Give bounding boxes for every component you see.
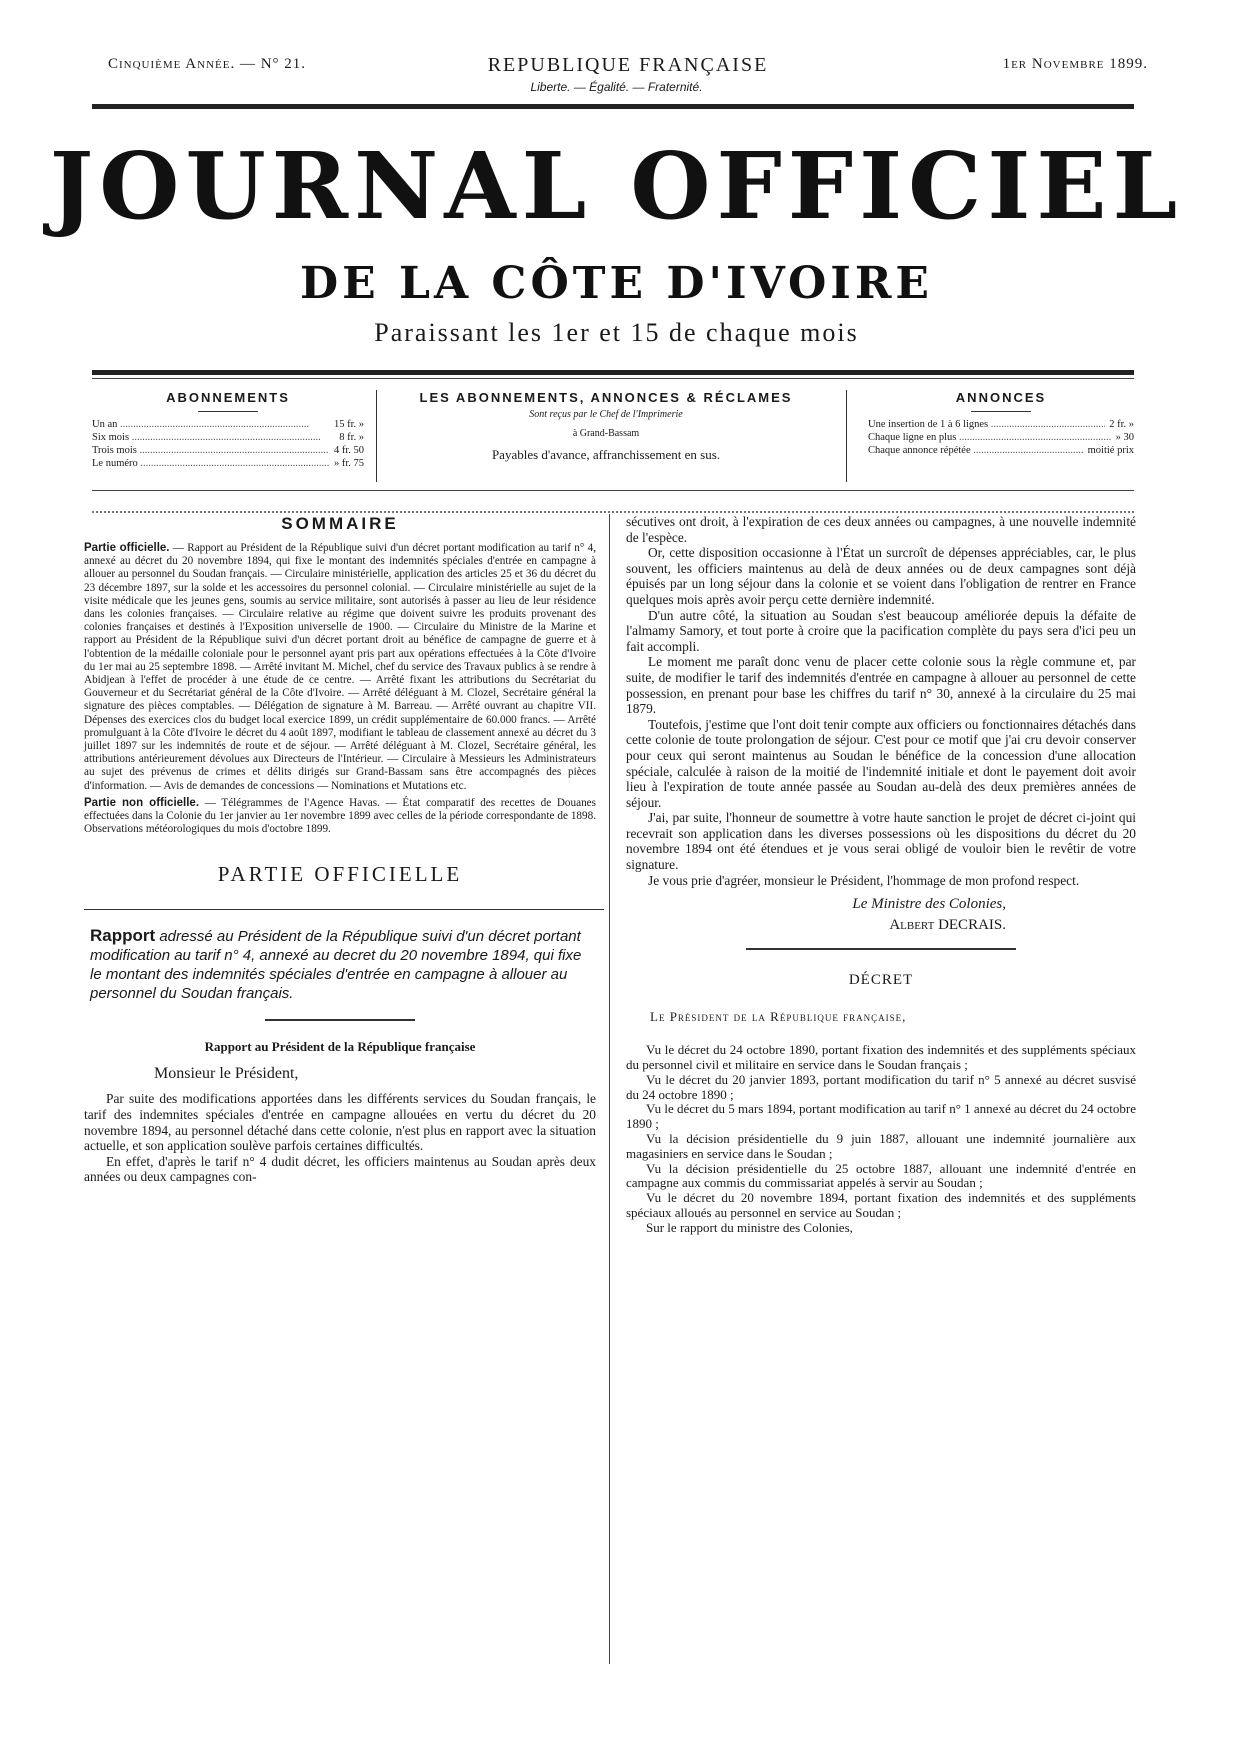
ad-rate-row: Chaque ligne en plus ..... » 30 [868, 431, 1134, 444]
salutation: Monsieur le Président, [154, 1065, 299, 1083]
column-divider [609, 514, 610, 1664]
partie-officielle-title: PARTIE OFFICIELLE [217, 862, 463, 887]
rate-row: Trois mois ..... 4 fr. 50 [92, 444, 364, 457]
sommaire-non-officielle [84, 797, 596, 837]
paragraph: Je vous prie d'agréer, monsieur le Président, l'hommage de mon profond respect. [648, 872, 1080, 888]
ad-rate-row: Chaque annonce répétée ..... moitié prix [868, 444, 1134, 457]
paragraph: Le moment me paraît donc venu de placer cette colonie sous la règle commune et, par suite, de modifier le tarif des indemnités d'entrée en campagne à allouer au personnel de cette possession, en prenant pour base les chiffres du tarif n° 30, annexé à la circulaire du 25 mai 1879. [626, 654, 1136, 717]
paragraph: sécutives ont droit, à l'expiration de ces deux années ou campagnes, à une nouvelle indemnité de l'espèce. [626, 514, 1136, 545]
rapport-continuation [626, 514, 1136, 888]
right-column [626, 514, 1136, 1236]
consideration: Sur le rapport du ministre des Colonies, [646, 1219, 853, 1235]
issue-line [108, 54, 1148, 78]
consideration: Vu la décision présidentielle du 9 juin 1887, allouant une indemnité journalière aux magasiniers en service dans le Soudan ; [626, 1131, 1136, 1161]
sommaire-officielle [84, 542, 596, 793]
rapport-subheading: Rapport au Président de la République française [204, 1039, 476, 1055]
paragraph: En effet, d'après le tarif n° 4 dudit décret, les officiers maintenus au Soudan après deux années ou deux campagnes con- [84, 1153, 596, 1185]
annonces-title: ANNONCES [955, 390, 1047, 405]
officielle-label: Partie officielle. [84, 542, 170, 554]
box-bottom-rule [92, 490, 1134, 491]
masthead-subtitle: DE LA CÔTE D'IVOIRE [300, 258, 933, 309]
dotted-separator [92, 511, 1134, 513]
masthead-title: JOURNAL OFFICIEL [49, 132, 1184, 240]
rate-row: Un an ..... 15 fr. » [92, 418, 364, 431]
rate-row: Le numéro ..... » fr. 75 [92, 457, 364, 470]
decret-title: DÉCRET [848, 972, 914, 989]
rapport-description: adressé au Président de la République suivi d'un décret portant modification au tarif n° 4, annexé au decret du 20 novembre 1894, qui fixe le montant des indemnités spéciales d'entrée en campagne à allouer au personnel du Soudan français. [90, 928, 582, 1003]
consideration: Vu le décret du 20 janvier 1893, portant modification du tarif n° 5 annexé au décret susvisé du 24 octobre 1890 ; [626, 1071, 1136, 1102]
paragraph: Toutefois, j'estime que l'ont doit tenir compte aux officiers ou fonctionnaires détachés dans cette colonie de toute prolongation de séjour. C'est pour ce motif que j'ai cru devoir conserver pour ceux qui seront maintenus au Soudan le bénéfice de la concession d'une allocation spéciale, calculée à raison de la moitié de l'indemnité initiale et dont le payement doit avoir lieu à l'expiration de toute année passée au Soudan au-delà des deux premières années de séjour. [626, 716, 1136, 810]
middle-title: LES ABONNEMENTS, ANNONCES & RÉCLAMES [419, 390, 793, 405]
top-rule [92, 104, 1134, 109]
ad-rate-row: Une insertion de 1 à 6 lignes ..... 2 fr. » [868, 418, 1134, 431]
left-column [84, 514, 596, 1185]
decret-rule [746, 948, 1016, 950]
year-issue: Cinquième Année. — N° 21. [108, 56, 307, 72]
issue-date: 1er Novembre 1899. [1002, 56, 1148, 72]
publication-frequency: Paraissant les 1er et 15 de chaque mois [374, 318, 859, 347]
header-rule-top [92, 370, 1134, 375]
annonces-column [868, 390, 1134, 482]
signature-role: Le Ministre des Colonies, [852, 896, 1006, 913]
rapport-bold: Rapport [90, 926, 156, 946]
non-officielle-text: — Télégrammes de l'Agence Havas. — État comparatif des recettes de Douanes effectuées dans la Colonie du 1er janvier au 1er novembre 1899 avec celles de la période correspondante de 1898. Observations météorologiques du mois d'octobre 1899. [84, 796, 596, 836]
president-line: Le Président de la République française, [650, 1009, 907, 1025]
sommaire-body [84, 542, 596, 836]
subscription-box [92, 390, 1134, 482]
republic-title: REPUBLIQUE FRANÇAISE [487, 54, 769, 76]
rapport-heading [84, 926, 596, 1003]
abonnements-title: ABONNEMENTS [166, 390, 290, 405]
consideration: Vu la décision présidentielle du 25 octobre 1887, allouant une indemnité d'entrée en campagne aux commis du commissariat appelés à servir au Soudan ; [626, 1160, 1136, 1191]
sommaire-title: SOMMAIRE [281, 514, 399, 533]
header-rule-thin [92, 378, 1134, 379]
rate-row: Six mois ..... 8 fr. » [92, 431, 364, 444]
middle-column [386, 390, 826, 482]
consideration: Vu le décret du 5 mars 1894, portant modification au tarif n° 1 annexé au décret du 24 octobre 1890 ; [626, 1101, 1136, 1132]
consideration: Vu le décret du 20 novembre 1894, portant fixation des indemnités et des suppléments spéciaux alloués au personnel en service au Soudan ; [626, 1190, 1136, 1221]
annonces-underline [971, 411, 1031, 412]
decret-considerations [626, 1043, 1136, 1235]
payment-note: Payables d'avance, affranchissement en sus. [491, 447, 721, 462]
non-officielle-label: Partie non officielle. [84, 796, 200, 809]
paragraph: Par suite des modifications apportées dans les différents services du Soudan français, le tarif des indemnites spéciales d'entrée en campagne allouées en vertu du décret du 20 novembre 1894, au personnel détaché dans cette colonie, n'est plus en rapport avec la situation actuelle, et son application soulève parfois certaines difficultés. [84, 1091, 596, 1154]
short-rule [265, 1019, 415, 1021]
place-note: à Grand-Bassam [572, 428, 640, 439]
rapport-body [84, 1091, 596, 1185]
consideration: Vu le décret du 24 octobre 1890, portant fixation des indemnités et des suppléments spéciaux du personnel civil et militaire en service dans le Soudan français ; [626, 1042, 1136, 1073]
abonnements-underline [198, 411, 258, 412]
paragraph: Or, cette disposition occasionne à l'État un surcroît de dépenses appréciables, car, le plus souvent, les officiers maintenus au delà de deux années ou de deux campagnes sont déjà épuisés par un long séjour dans la colonie et se voient dans l'obligation de rentrer en France quelques mois après avoir perçu cette dernière indemnité. [626, 545, 1136, 607]
paragraph: D'un autre côté, la situation au Soudan s'est beaucoup améliorée depuis la défaite de l'almamy Samory, et tout porte à croire que la pacification complète du pays sera d'ici peu un fait accompli. [626, 607, 1136, 654]
signature-name: Albert DECRAIS. [889, 917, 1006, 934]
box-divider [376, 390, 377, 482]
officielle-text: — Rapport au Président de la République suivi d'un décret portant modification au tarif n° 4, annexé au décret du 20 novembre 1894, qui fixe le montant des indemnités spéciales d'entrée en campagne à allouer au personnel du Soudan français. — Circulaire ministérielle, application des articles 25 et 36 du décret du 23 décembre 1897, sur la solde et les accessoires du personnel colonial. — Circulaire ministérielle au sujet de la visite médicale que les jeunes gens, soumis au service militaire, sont autorisés à passer au lieu de leur résidence dans les colonies françaises. — Circulaire relative au régime que doivent suivre les produits provenant des colonies françaises et destinés à l'Exposition universelle de 1900. — Circulaire du Ministre de la Marine et rapport au Président de la République suivi d'un décret portant droit au bénéfice de campagne de guerre et à l'obtention de la médaille coloniale pour le personnel ayant pris part aux opérations effectuées à la Côte d'Ivoire du 1er mai au 25 septembre 1898. — Arrêté invitant M. Michel, chef du service des Travaux publics à se rendre à Abidjean à l'effet de procéder à une étude de ce centre. — Arrêté fixant les attributions du Secrétariat du Gouverneur et du Secrétariat général de la Côte d'Ivoire. — Arrêté déléguant à M. Clozel, Secrétaire général la signature des pièces comptables. — Délégation de signature à M. Barreau. — Arrêté ouvrant au chapitre VII. Dépenses des exercices clos du budget local exercice 1899, un crédit supplémentaire de 60.000 francs. — Arrêté promulguant à la Côte d'Ivoire le décret du 4 août 1897, modifiant le tableau de classement annexé au décret du 3 juillet 1897 sur les indemnités de route et de séjour. — Arrêté déléguant à M. Clozel, Secrétaire général, les attributions antérieurement dévolues aux Directeurs de l'Intérieur. — Circulaire à Messieurs les Administrateurs au sujet des prévenus de crimes et délits dirigés sur Grand-Bassam sans être accompagnés des pièces d'information. — Avis de demandes de concessions — Nominations et Mutations etc. [84, 542, 596, 792]
motto: Liberte. — Égalité. — Fraternité. [530, 80, 703, 94]
signature-block [626, 896, 1136, 934]
received-note: Sont reçus par le Chef de l'Imprimerie [529, 409, 683, 420]
abonnements-column [92, 390, 364, 482]
paragraph: J'ai, par suite, l'honneur de soumettre à votre haute sanction le projet de décret ci-joint qui recevrait son application dans les diverses possessions où les dispositions du décret du 20 novembre 1894 ont été étendues et je vous serai obligé de vouloir bien le revêtir de votre signature. [626, 810, 1136, 873]
box-divider [846, 390, 847, 482]
partie-rule [84, 909, 604, 910]
